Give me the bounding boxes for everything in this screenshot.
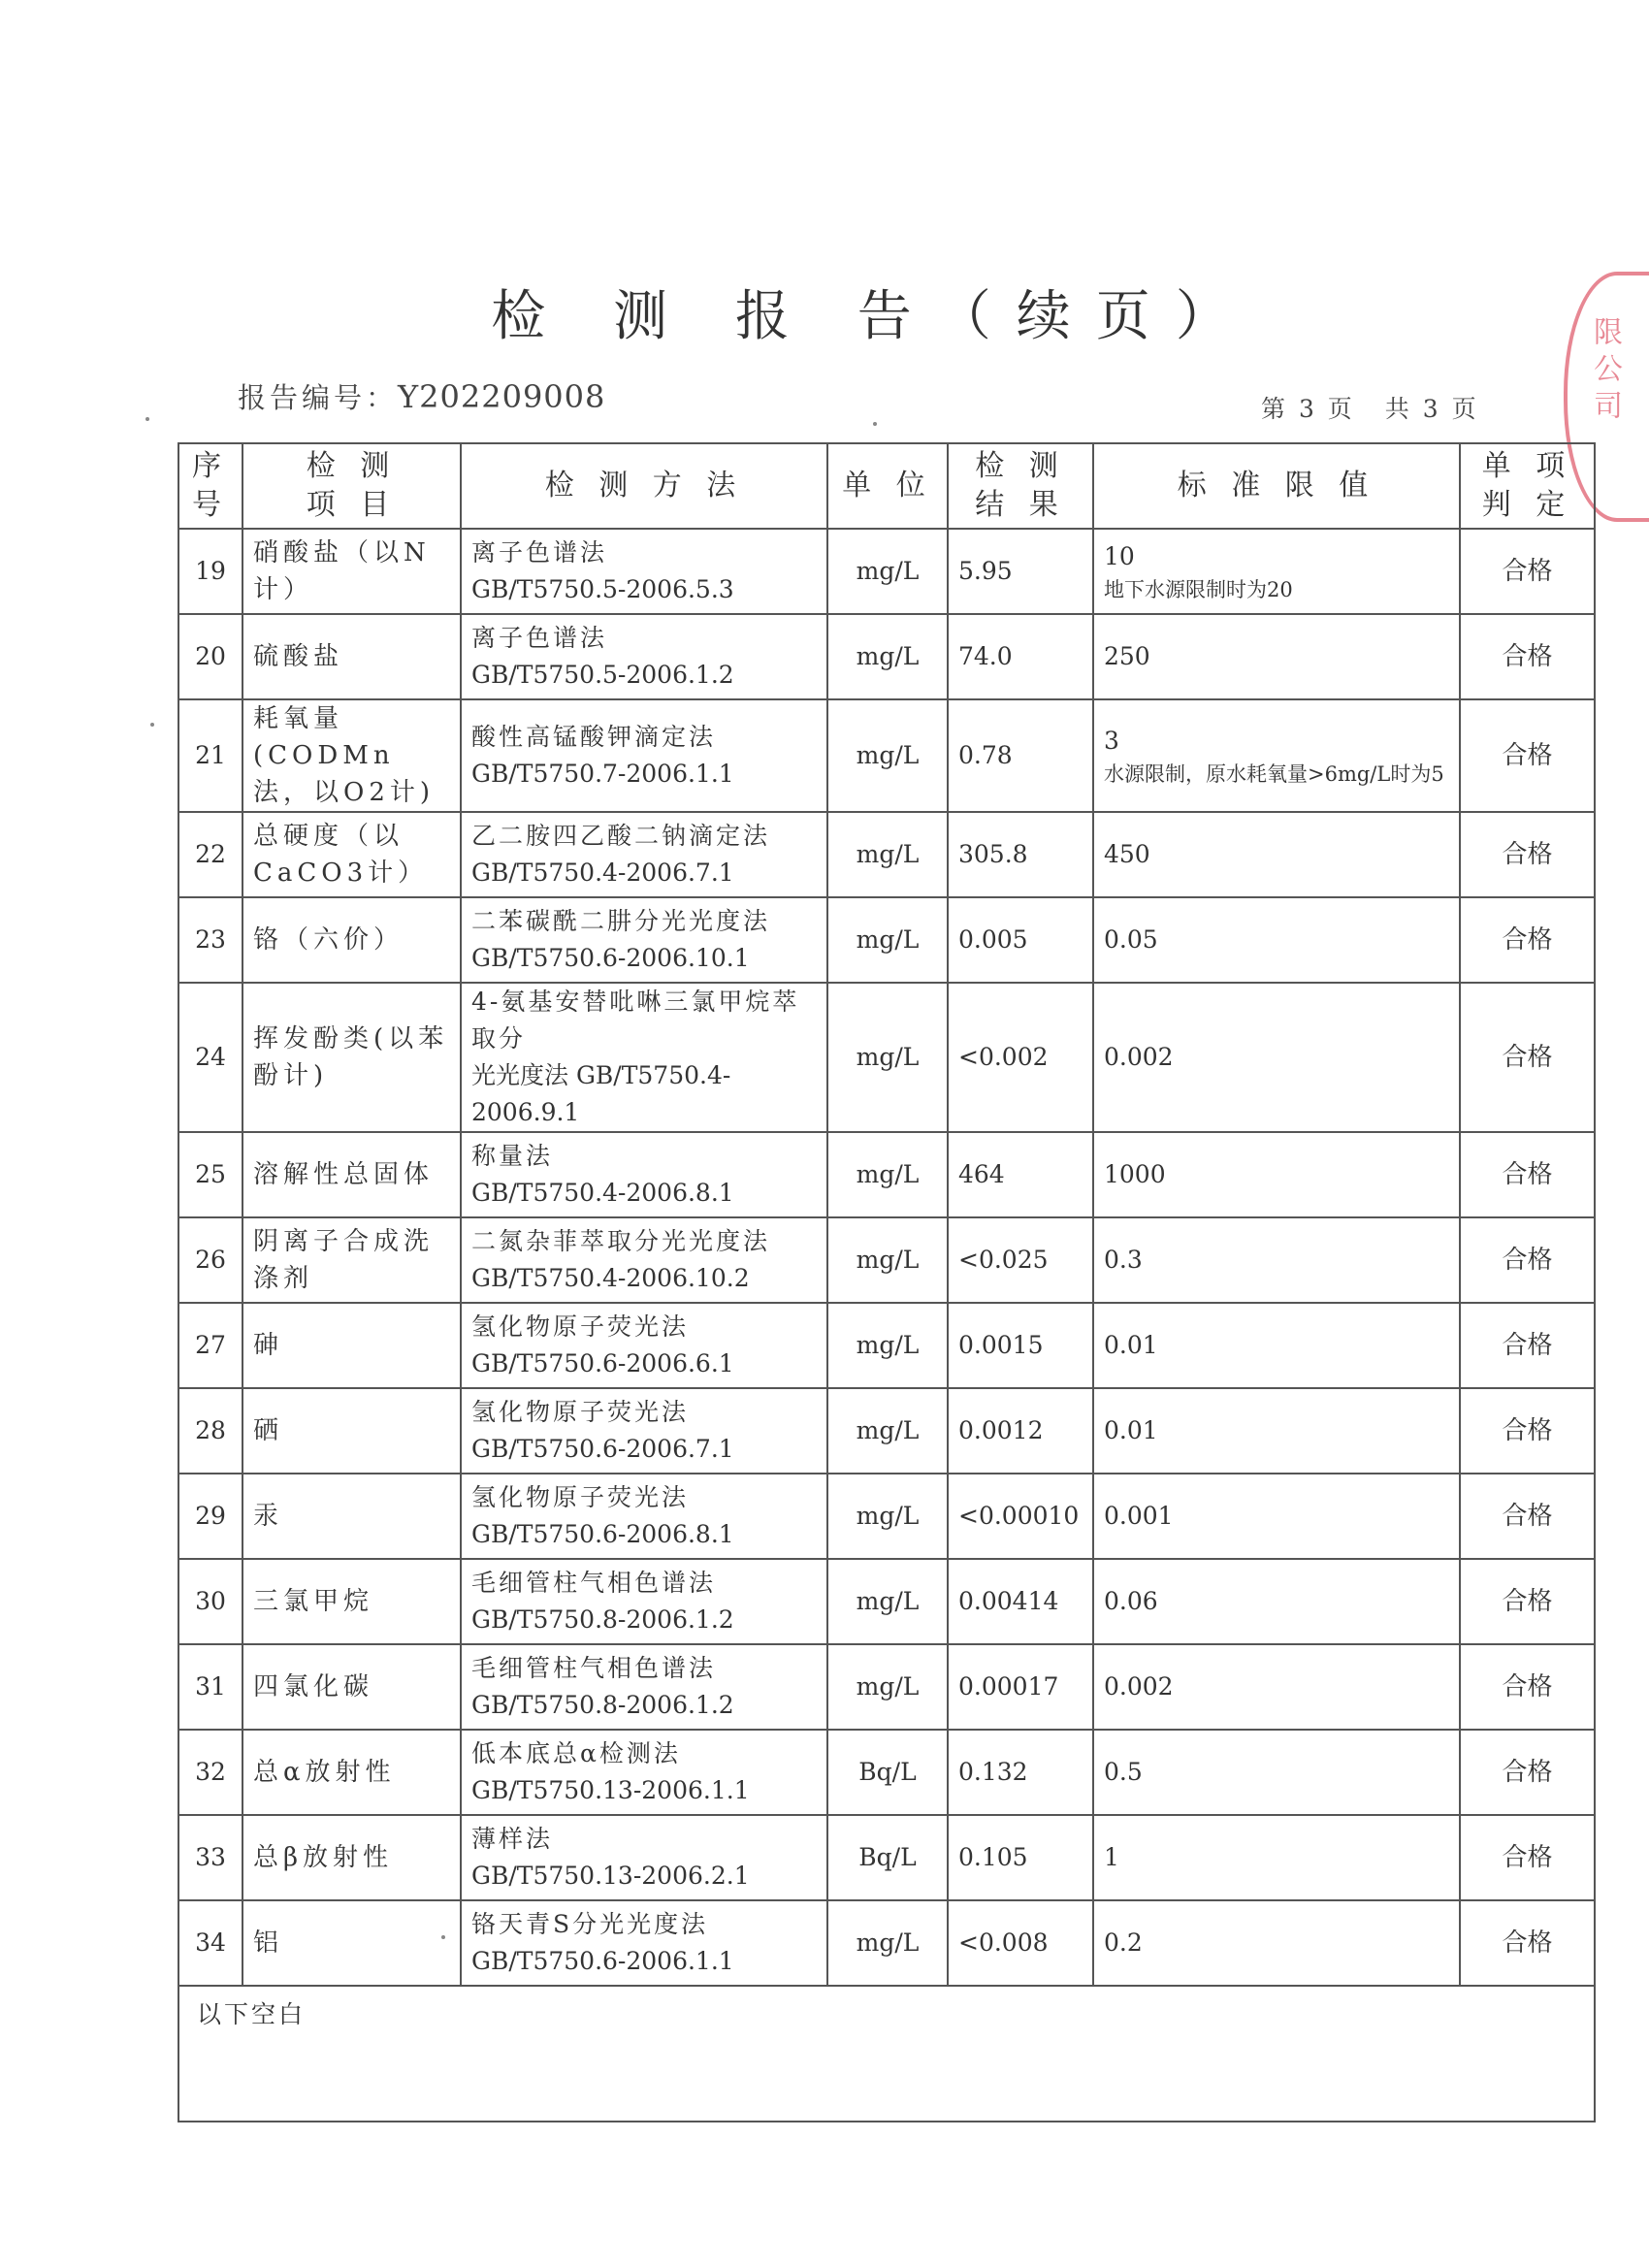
table-row [178,529,1595,614]
judgement: 合格 [1460,1132,1595,1217]
standard-limit [1093,699,1460,812]
row-number: 22 [178,812,242,897]
row-number: 29 [178,1474,242,1559]
limit-value: 450 [1104,840,1150,868]
row-number: 30 [178,1559,242,1644]
header-limit: 标 准 限 值 [1093,443,1460,529]
standard-limit [1093,1132,1460,1217]
table-row [178,812,1595,897]
unit: mg/L [827,812,948,897]
table-row [178,699,1595,812]
table-row [178,897,1595,983]
table-row [178,1388,1595,1474]
scan-speck [441,1935,445,1939]
unit: mg/L [827,1900,948,1986]
page-title: 检 测 报 告（续页） [491,285,1255,348]
method-name: 4-氨基安替吡啉三氯甲烷萃取分 [471,988,800,1053]
method-standard: GB/T5750.7-2006.1.1 [471,760,734,788]
report-number-value: Y202209008 [398,378,606,415]
table-header-row [178,443,1595,529]
header-item: 检 测 项 目 [242,443,461,529]
test-item: 总硬度（以CaCO3计） [242,812,461,897]
row-number: 25 [178,1132,242,1217]
row-number: 31 [178,1644,242,1730]
unit: mg/L [827,1474,948,1559]
limit-value: 3 [1104,727,1119,755]
test-result: 464 [948,1132,1093,1217]
test-result: <0.025 [948,1217,1093,1303]
method-name: 氢化物原子荧光法 [471,1312,690,1341]
judgement: 合格 [1460,529,1595,614]
method-standard: 光光度法 GB/T5750.4-2006.9.1 [471,1061,731,1126]
judgement: 合格 [1460,614,1595,699]
row-number: 23 [178,897,242,983]
header-result: 检 测 结 果 [948,443,1093,529]
method-name: 薄样法 [471,1825,554,1853]
table-row [178,1132,1595,1217]
test-result: 5.95 [948,529,1093,614]
method-name: 离子色谱法 [471,538,608,567]
test-method [461,1303,827,1388]
method-name: 毛细管柱气相色谱法 [471,1654,717,1682]
test-item: 砷 [242,1303,461,1388]
row-number: 26 [178,1217,242,1303]
method-name: 氢化物原子荧光法 [471,1483,690,1511]
method-standard: GB/T5750.6-2006.1.1 [471,1947,734,1975]
test-item: 挥发酚类(以苯酚计) [242,983,461,1132]
test-item: 三氯甲烷 [242,1559,461,1644]
method-name: 二苯碳酰二肼分光光度法 [471,907,771,935]
method-name: 氢化物原子荧光法 [471,1398,690,1426]
judgement: 合格 [1460,1900,1595,1986]
test-item: 总α放射性 [242,1730,461,1815]
test-method [461,1217,827,1303]
test-result: 0.78 [948,699,1093,812]
method-name: 离子色谱法 [471,624,608,652]
judgement: 合格 [1460,1644,1595,1730]
table-row [178,1900,1595,1986]
standard-limit [1093,1900,1460,1986]
test-method [461,529,827,614]
row-number: 33 [178,1815,242,1900]
unit: mg/L [827,1644,948,1730]
table-row [178,1815,1595,1900]
standard-limit [1093,1474,1460,1559]
limit-value: 0.3 [1104,1246,1143,1274]
table-row [178,1474,1595,1559]
row-number: 24 [178,983,242,1132]
standard-limit [1093,1388,1460,1474]
unit: mg/L [827,699,948,812]
standard-limit [1093,1730,1460,1815]
judgement: 合格 [1460,1388,1595,1474]
test-result: <0.008 [948,1900,1093,1986]
table-row [178,1730,1595,1815]
table-row [178,1303,1595,1388]
method-standard: GB/T5750.13-2006.2.1 [471,1862,750,1890]
standard-limit [1093,1644,1460,1730]
test-item: 四氯化碳 [242,1644,461,1730]
standard-limit [1093,1559,1460,1644]
standard-limit [1093,897,1460,983]
table-row [178,983,1595,1132]
test-method [461,1900,827,1986]
test-method [461,1559,827,1644]
test-item: 汞 [242,1474,461,1559]
test-item: 硒 [242,1388,461,1474]
test-result: 0.132 [948,1730,1093,1815]
judgement: 合格 [1460,1559,1595,1644]
limit-value: 0.002 [1104,1672,1174,1701]
method-standard: GB/T5750.4-2006.7.1 [471,859,734,887]
unit: Bq/L [827,1815,948,1900]
standard-limit [1093,1303,1460,1388]
judgement: 合格 [1460,897,1595,983]
unit: mg/L [827,1132,948,1217]
test-result: 0.0012 [948,1388,1093,1474]
unit: mg/L [827,1303,948,1388]
judgement: 合格 [1460,699,1595,812]
unit: mg/L [827,897,948,983]
test-method [461,983,827,1132]
unit: mg/L [827,1388,948,1474]
unit: mg/L [827,1559,948,1644]
table-row [178,614,1595,699]
unit: mg/L [827,983,948,1132]
judgement: 合格 [1460,1815,1595,1900]
test-method [461,614,827,699]
test-result: 74.0 [948,614,1093,699]
table-body [178,529,1595,1986]
method-name: 称量法 [471,1142,554,1170]
judgement: 合格 [1460,812,1595,897]
unit: mg/L [827,529,948,614]
judgement: 合格 [1460,1474,1595,1559]
header-unit: 单 位 [827,443,948,529]
method-name: 铬天青S分光光度法 [471,1910,709,1938]
test-result: 0.005 [948,897,1093,983]
standard-limit [1093,983,1460,1132]
page-total: 共 3 页 [1384,395,1479,423]
test-method [461,1815,827,1900]
test-result: 0.00414 [948,1559,1093,1644]
standard-limit [1093,812,1460,897]
scan-speck [146,417,149,421]
limit-note: 地下水源限制时为20 [1104,578,1293,601]
row-number: 20 [178,614,242,699]
method-standard: GB/T5750.4-2006.8.1 [471,1179,734,1207]
row-number: 21 [178,699,242,812]
method-name: 毛细管柱气相色谱法 [471,1569,717,1597]
standard-limit [1093,1815,1460,1900]
test-item: 溶解性总固体 [242,1132,461,1217]
table-row [178,1644,1595,1730]
test-result: <0.00010 [948,1474,1093,1559]
footer-note: 以下空白 [178,1986,1595,2122]
standard-limit [1093,614,1460,699]
test-result: 305.8 [948,812,1093,897]
test-method [461,1132,827,1217]
judgement: 合格 [1460,1303,1595,1388]
test-method [461,1644,827,1730]
test-result: 0.0015 [948,1303,1093,1388]
scan-speck [150,723,154,727]
method-standard: GB/T5750.6-2006.6.1 [471,1349,734,1377]
limit-value: 0.2 [1104,1928,1143,1957]
method-name: 低本底总α检测法 [471,1739,681,1767]
limit-value: 0.01 [1104,1331,1158,1359]
unit: mg/L [827,1217,948,1303]
row-number: 19 [178,529,242,614]
method-standard: GB/T5750.8-2006.1.2 [471,1691,734,1719]
test-result: 0.00017 [948,1644,1093,1730]
test-method [461,1474,827,1559]
stamp-text: 限公司 [1588,316,1622,427]
test-item: 硝酸盐（以N计） [242,529,461,614]
unit: mg/L [827,614,948,699]
page-number: 第 3 页 [1261,395,1355,423]
scan-speck [873,422,877,426]
standard-limit [1093,529,1460,614]
row-number: 34 [178,1900,242,1986]
method-standard: GB/T5750.6-2006.8.1 [471,1520,734,1548]
header-seq: 序 号 [178,443,242,529]
test-method [461,812,827,897]
results-table [178,442,1596,2122]
method-standard: GB/T5750.8-2006.1.2 [471,1605,734,1634]
method-name: 酸性高锰酸钾滴定法 [471,723,717,751]
limit-value: 0.01 [1104,1416,1158,1444]
test-method [461,897,827,983]
test-item: 阴离子合成洗涤剂 [242,1217,461,1303]
blank-row [178,1986,1595,2122]
test-result: <0.002 [948,983,1093,1132]
judgement: 合格 [1460,983,1595,1132]
report-number [238,376,605,416]
test-method [461,1388,827,1474]
test-item: 铝 [242,1900,461,1986]
method-standard: GB/T5750.13-2006.1.1 [471,1776,750,1804]
header-judge: 单 项 判 定 [1460,443,1595,529]
row-number: 27 [178,1303,242,1388]
method-standard: GB/T5750.6-2006.10.1 [471,944,750,972]
method-name: 二氮杂菲萃取分光光度法 [471,1227,771,1255]
limit-value: 250 [1104,642,1150,670]
standard-limit [1093,1217,1460,1303]
judgement: 合格 [1460,1217,1595,1303]
method-standard: GB/T5750.6-2006.7.1 [471,1435,734,1463]
row-number: 32 [178,1730,242,1815]
limit-value: 0.002 [1104,1043,1174,1071]
page-info [1261,390,1499,425]
row-number: 28 [178,1388,242,1474]
limit-value: 0.5 [1104,1758,1143,1786]
judgement: 合格 [1460,1730,1595,1815]
test-item: 耗氧量(CODMn法，以O2计) [242,699,461,812]
limit-value: 0.06 [1104,1587,1158,1615]
method-standard: GB/T5750.5-2006.1.2 [471,661,734,689]
test-item: 总β放射性 [242,1815,461,1900]
method-name: 乙二胺四乙酸二钠滴定法 [471,822,771,850]
table-row [178,1559,1595,1644]
table-row [178,1217,1595,1303]
test-result: 0.105 [948,1815,1093,1900]
limit-value: 0.05 [1104,925,1158,954]
test-method [461,699,827,812]
header-method: 检 测 方 法 [461,443,827,529]
limit-value: 0.001 [1104,1502,1174,1530]
limit-value: 10 [1104,542,1135,570]
unit: Bq/L [827,1730,948,1815]
test-item: 硫酸盐 [242,614,461,699]
method-standard: GB/T5750.4-2006.10.2 [471,1264,750,1292]
test-item: 铬（六价） [242,897,461,983]
test-method [461,1730,827,1815]
limit-value: 1 [1104,1843,1119,1871]
limit-value: 1000 [1104,1160,1166,1188]
limit-note: 水源限制，原水耗氧量>6mg/L时为5 [1104,762,1444,786]
report-number-label: 报告编号： [238,381,399,414]
method-standard: GB/T5750.5-2006.5.3 [471,575,734,603]
